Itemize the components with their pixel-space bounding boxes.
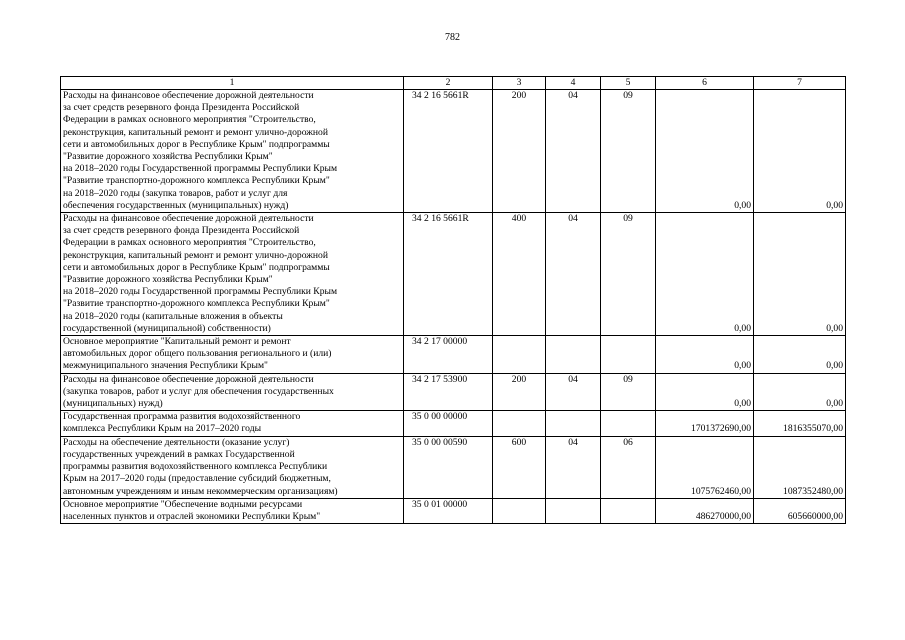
- expense-name-line: Расходы на финансовое обеспечение дорожной деятельности: [63, 213, 314, 225]
- amount-col7-cell: 605660000,00: [754, 498, 846, 523]
- expense-type-cell: [493, 411, 546, 436]
- table-row: [61, 411, 846, 436]
- section-cell: 04: [546, 373, 601, 411]
- amount-col6-cell: 1701372690,00: [656, 411, 754, 436]
- expense-type-cell: 200: [493, 90, 546, 213]
- subsection-cell: 09: [601, 373, 656, 411]
- target-article-code-cell: 35 0 00 00590: [404, 436, 493, 498]
- expense-name-line: (муниципальных) нужд): [63, 398, 163, 410]
- section-cell: [546, 336, 601, 374]
- expense-name-line: "Развитие дорожного хозяйства Республики Крым": [63, 274, 273, 286]
- amount-col7-cell: 0,00: [754, 336, 846, 374]
- expense-type-cell: 200: [493, 373, 546, 411]
- expense-name-line: "Развитие транспортно-дорожного комплекса Республики Крым": [63, 298, 330, 310]
- expense-name-cell: [61, 373, 404, 411]
- section-cell: [546, 411, 601, 436]
- expense-name-line: программы развития водохозяйственного комплекса Республики: [63, 461, 328, 473]
- amount-col7-cell: 1816355070,00: [754, 411, 846, 436]
- expense-name-cell: [61, 436, 404, 498]
- subsection-cell: [601, 411, 656, 436]
- expense-name-line: государственных учреждений в рамках Государственной: [63, 448, 295, 460]
- table-row: [61, 373, 846, 411]
- expense-name-line: Основное мероприятие "Обеспечение водными ресурсами: [63, 498, 303, 510]
- amount-col6-cell: 0,00: [656, 336, 754, 374]
- table-row: [61, 436, 846, 498]
- expense-type-cell: 400: [493, 213, 546, 336]
- expense-name-line: за счет средств резервного фонда Президента Российской: [63, 102, 300, 114]
- expense-name-line: Государственная программа развития водохозяйственного: [63, 411, 301, 423]
- expense-name-line: на 2018–2020 годы Государственной программы Республики Крым: [63, 163, 338, 175]
- column-header: 2: [404, 77, 493, 90]
- section-cell: [546, 498, 601, 523]
- expense-name-line: комплекса Республики Крым на 2017–2020 годы: [63, 423, 262, 435]
- target-article-code-cell: 34 2 16 5661R: [404, 213, 493, 336]
- expense-name-line: на 2018–2020 годы (закупка товаров, работ и услуг для: [63, 187, 288, 199]
- subsection-cell: [601, 498, 656, 523]
- amount-col7-cell: 0,00: [754, 90, 846, 213]
- subsection-cell: 06: [601, 436, 656, 498]
- expense-name-line: государственной (муниципальной) собственности): [63, 322, 271, 334]
- table-row: [61, 213, 846, 336]
- amount-col6-cell: 0,00: [656, 90, 754, 213]
- amount-col6-cell: 486270000,00: [656, 498, 754, 523]
- target-article-code-cell: 35 0 00 00000: [404, 411, 493, 436]
- expense-type-cell: [493, 498, 546, 523]
- amount-col7-cell: 0,00: [754, 213, 846, 336]
- expense-name-cell: [61, 336, 404, 374]
- expense-name-cell: [61, 498, 404, 523]
- expense-name-line: сети и автомобильных дорог в Республике Крым" подпрограммы: [63, 261, 330, 273]
- expense-name-line: Федерации в рамках основного мероприятия "Строительство,: [63, 237, 316, 249]
- expense-name-line: автономным учреждениям и иным некоммерческим организациям): [63, 485, 338, 497]
- expense-name-cell: [61, 411, 404, 436]
- expense-name-line: на 2018–2020 годы (капитальные вложения в объекты: [63, 310, 283, 322]
- budget-table: [60, 76, 846, 524]
- expense-name-line: межмуниципального значения Республики Крым": [63, 360, 268, 372]
- expense-name-line: Основное мероприятие "Капитальный ремонт и ремонт: [63, 336, 291, 348]
- column-header: 3: [493, 77, 546, 90]
- expense-name-line: автомобильных дорог общего пользования регионального и (или): [63, 348, 332, 360]
- column-header: 7: [754, 77, 846, 90]
- section-cell: 04: [546, 213, 601, 336]
- amount-col6-cell: 0,00: [656, 373, 754, 411]
- expense-name-line: Крым на 2017–2020 годы (предоставление субсидий бюджетным,: [63, 473, 331, 485]
- expense-name-line: "Развитие дорожного хозяйства Республики Крым": [63, 151, 273, 163]
- page-number: 782: [445, 32, 460, 43]
- target-article-code-cell: 34 2 17 00000: [404, 336, 493, 374]
- expense-name-cell: [61, 90, 404, 213]
- amount-col7-cell: 0,00: [754, 373, 846, 411]
- target-article-code-cell: 34 2 17 53900: [404, 373, 493, 411]
- expense-name-line: "Развитие транспортно-дорожного комплекса Республики Крым": [63, 175, 330, 187]
- section-cell: 04: [546, 436, 601, 498]
- subsection-cell: 09: [601, 90, 656, 213]
- target-article-code-cell: 35 0 01 00000: [404, 498, 493, 523]
- amount-col6-cell: 0,00: [656, 213, 754, 336]
- expense-type-cell: [493, 336, 546, 374]
- expense-name-line: реконструкция, капитальный ремонт и ремонт улично-дорожной: [63, 249, 328, 261]
- expense-name-line: Расходы на финансовое обеспечение дорожной деятельности: [63, 373, 314, 385]
- expense-name-line: Расходы на финансовое обеспечение дорожной деятельности: [63, 90, 314, 101]
- subsection-cell: [601, 336, 656, 374]
- table-row: [61, 90, 846, 213]
- expense-name-line: Федерации в рамках основного мероприятия "Строительство,: [63, 114, 316, 126]
- table-row: [61, 498, 846, 523]
- column-header: 4: [546, 77, 601, 90]
- expense-name-line: обеспечения государственных (муниципальных) нужд): [63, 199, 289, 211]
- subsection-cell: 09: [601, 213, 656, 336]
- expense-name-line: (закупка товаров, работ и услуг для обеспечения государственных: [63, 385, 334, 397]
- amount-col6-cell: 1075762460,00: [656, 436, 754, 498]
- column-header: 6: [656, 77, 754, 90]
- expense-name-line: населенных пунктов и отраслей экономики Республики Крым": [63, 510, 321, 522]
- column-header: 5: [601, 77, 656, 90]
- amount-col7-cell: 1087352480,00: [754, 436, 846, 498]
- expense-type-cell: 600: [493, 436, 546, 498]
- expense-name-line: реконструкция, капитальный ремонт и ремонт улично-дорожной: [63, 126, 328, 138]
- table-header-row: [61, 77, 846, 90]
- section-cell: 04: [546, 90, 601, 213]
- table-row: [61, 336, 846, 374]
- expense-name-line: сети и автомобильных дорог в Республике Крым" подпрограммы: [63, 138, 330, 150]
- expense-name-line: на 2018–2020 годы Государственной программы Республики Крым: [63, 286, 338, 298]
- target-article-code-cell: 34 2 16 5661R: [404, 90, 493, 213]
- expense-name-cell: [61, 213, 404, 336]
- expense-name-line: Расходы на обеспечение деятельности (оказание услуг): [63, 436, 290, 448]
- column-header: 1: [61, 77, 404, 90]
- expense-name-line: за счет средств резервного фонда Президента Российской: [63, 225, 300, 237]
